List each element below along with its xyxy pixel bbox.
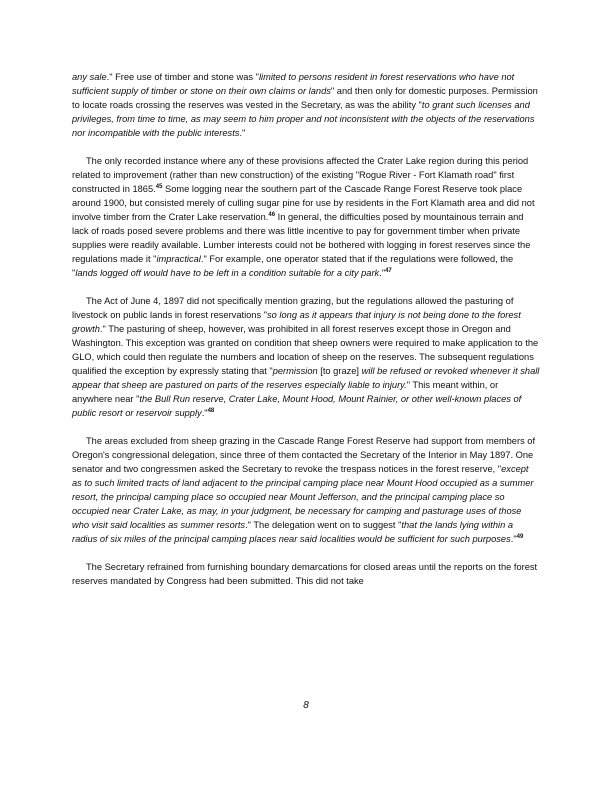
text-run: In general, the difficulties posed by mountainous terrain and lack of roads posed severe problems and there was little incentive to pay for government timber when private supplies were readily available. Lumber interests could not be bothered with logging in forest reserves since the regulations made it " bbox=[72, 212, 531, 264]
text-run: The Act of June 4, 1897 did not specifically mention grazing, but the regulations allowed the pasturing of livestock on public lands in forest reservations " bbox=[72, 296, 514, 320]
text-run: ." The delegation went on to suggest " bbox=[245, 520, 402, 530]
italic-quote: the Bull Run reserve, Crater Lake, Mount Hood, Mount Rainier, or other well-known places of public resort or reservoir supply bbox=[72, 394, 522, 418]
paragraph bbox=[72, 70, 540, 140]
text-run: " This meant within, or anywhere near " bbox=[72, 380, 499, 404]
italic-quote: will be refused or revoked whenever it shall appear that sheep are pastured on parts of the reserves especially liable to injury. bbox=[72, 366, 540, 390]
italic-quote: impractical bbox=[156, 254, 201, 264]
italic-quote: any sale bbox=[72, 72, 107, 82]
footnote-ref: 45 bbox=[155, 184, 163, 190]
footnote-ref: 49 bbox=[516, 534, 524, 540]
footnote-ref: 46 bbox=[268, 212, 276, 218]
paragraph bbox=[72, 434, 540, 546]
text-run: ." For example, one operator stated that if the regulations were followed, the " bbox=[72, 254, 514, 278]
footnote-ref: 47 bbox=[385, 268, 392, 274]
text-run: The areas excluded from sheep grazing in the Cascade Range Forest Reserve had support from members of Oregon's congressional delegation, since three of them contacted the Secretary of the Interior in May 1897. One senator and two congressmen asked the Secretary to revoke the trespass notices in the forest reserve, " bbox=[72, 436, 536, 474]
italic-quote: lands logged off would have to be left in a condition suitable for a city park bbox=[75, 268, 380, 278]
footnote-ref: 48 bbox=[207, 408, 215, 414]
text-run: ." bbox=[510, 534, 517, 544]
text-run: [to graze] bbox=[317, 366, 362, 376]
italic-quote: to grant such licenses and privileges, from time to time, as may seem to him proper and not inconsistent with the objects of the reservations nor incompatible with the public interests bbox=[72, 100, 535, 138]
text-run: Some logging near the southern part of the Cascade Range Forest Reserve took place around 1900, but consisted merely of culling sugar pine for use by residents in the Fort Klamath area and did not involve timber from the Crater Lake reservation. bbox=[72, 184, 535, 222]
text-run: The only recorded instance where any of these provisions affected the Crater Lake region during this period related to improvement (rather than new construction) of the existing "Rogue River - Fort Klamath road" first constructed in 1865. bbox=[72, 156, 529, 194]
text-run: ." bbox=[239, 128, 246, 138]
text-run: ." The pasturing of sheep, however, was prohibited in all forest reserves except those in Oregon and Washington. This exception was granted on condition that sheep owners were required to make application to the GLO, which could then regulate the numbers and location of sheep on the reserves. The subsequent regulations qualified the exception by expressly stating that " bbox=[72, 324, 539, 376]
italic-quote: except as to such limited tracts of land adjacent to the principal camping place near Mount Hood occupied as a summer resort, the principal camping place so occupied near Mount Jefferson, and the principal camping place so occupied near Crater Lake, as may, in your judgment, be necessary for camping and pasturage uses of those who visit said localities as summer resorts bbox=[72, 464, 534, 530]
page-number: 8 bbox=[303, 700, 309, 711]
text-run: ." bbox=[379, 268, 386, 278]
body-text bbox=[72, 70, 540, 602]
text-run: ." Free use of timber and stone was " bbox=[106, 72, 259, 82]
italic-quote: limited to persons resident in forest reservations who have not sufficient supply of timber or stone on their own claims or lands bbox=[72, 72, 515, 96]
paragraph bbox=[72, 294, 540, 420]
italic-quote: that the lands lying within a radius of six miles of the principal camping places near said localities would be sufficient for such purposes bbox=[72, 520, 514, 544]
text-run: " and then only for domestic purposes. Permission to locate roads crossing the reserves was vested in the Secretary, as was the ability " bbox=[72, 86, 538, 110]
text-run: ." bbox=[201, 408, 208, 418]
italic-quote: permission bbox=[272, 366, 318, 376]
paragraph bbox=[72, 154, 540, 280]
text-run: The Secretary refrained from furnishing boundary demarcations for closed areas until the reports on the forest reserves mandated by Congress had been submitted. This did not take bbox=[72, 562, 538, 586]
italic-quote: so long as it appears that injury is not being done to the forest growth bbox=[72, 310, 521, 334]
paragraph bbox=[72, 560, 540, 588]
